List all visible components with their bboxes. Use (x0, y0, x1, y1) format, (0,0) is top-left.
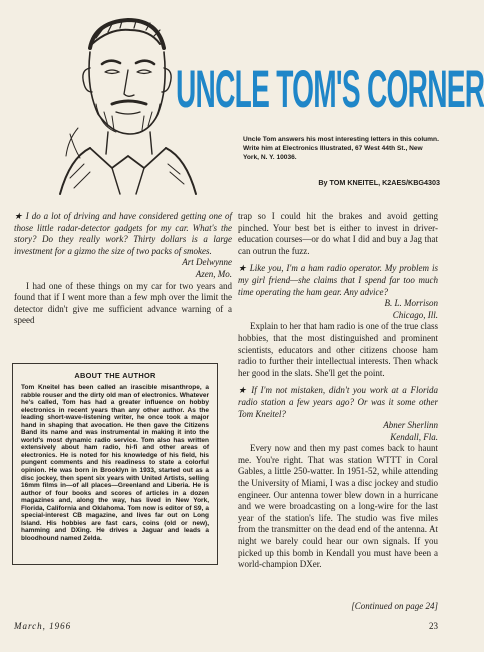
byline: By TOM KNEITEL, K2AES/KBG4303 (318, 178, 440, 187)
column-intro: Uncle Tom answers his most interesting letters in this column. Write him at Electronics Illustrated, 67 West 44th St., New York, N. Y. 10036. (243, 136, 439, 161)
page-title: UNCLE TOM'S CORNER (176, 61, 484, 120)
letter-signer-place: Azen, Mo. (195, 268, 232, 279)
letter-answer-continued: trap so I could hit the brakes and avoid getting pinched. Your best bet is either to invest in driver-education courses—or do what I did and buy a Jag that can outrun the fuzz. (238, 211, 438, 256)
right-column (238, 211, 438, 571)
continued-note: [Continued on page 24] (351, 601, 438, 611)
letter-answer: Explain to her that ham radio is one of the true class hobbies, that the most distinguished and prominent scientists, educators and other citizens choose ham radio to further their intellectual interests. Then whack her good in the slats. She'll get the point. (238, 321, 438, 378)
page-number: 23 (429, 621, 438, 631)
letter-signer-name: B. L. Morrison (384, 298, 438, 309)
letter-signer-name: Abner Sherlinn (383, 420, 438, 431)
letter-question: ★ If I'm not mistaken, didn't you work at a Florida radio station a few years ago? Or was it some other Tom Kneitel? (238, 385, 438, 419)
letter-answer: Every now and then my past comes back to haunt me. You're right. That was station WTTT in Coral Gables, a little 250-watter. In 1951-52, while attending the University of Miami, I was a disc jockey and studio engineer. Our antenna tower blew down in a hurricane and we were broadcasting on a long-wire for the last year of the station's life. The studio was five miles from the transmitter on the dead end of the antenna. At night we barely could hear our own signals. If you picked up this bomb in Kendall you must have been a world-champion DXer. (238, 443, 438, 570)
issue-date: March, 1966 (14, 621, 72, 631)
letter-signer-place: Kendall, Fla. (390, 431, 438, 442)
letter-answer: I had one of these things on my car for two years and found that if I went more than a few mph over the limit the detector didn't give me sufficient advance warning of a speed (14, 280, 232, 326)
left-column (14, 211, 232, 327)
letter-question: ★ Like you, I'm a ham radio operator. My problem is my girl friend—she claims that I spend far too much time operating the ham gear. Any advice? (238, 263, 438, 297)
letter-signer-place: Chicago, Ill. (392, 309, 438, 320)
letter-signer-name: Art Delwynne (182, 257, 232, 268)
about-author-heading: ABOUT THE AUTHOR (74, 371, 156, 380)
about-author-text: Tom Kneitel has been called an irascible misanthrope, a rabble rouser and the dirty old man of electronics. Whatever he's called, Tom has had a greater influence on hobby electronics in recent years than any other author. As the leading short-wave-listening writer, he once took a major hand in shaping that avocation. He then gave the Citizens Band its name and was instrumental in making it into the world's most dynamic radio service. Tom also has written extensively about ham radio, hi-fi and other areas of electronics. He is noted for his knowledge of his field, his pungent comments and his readiness to state a colorful opinion. He was born in Brooklyn in 1933, started out as a disc jockey, then spent six years with United Artists, selling 16mm films in—of all places—Greenland and Liberia. He is author of four books and scores of articles in a dozen magazines and, along the way, has lived in New York, Florida, California and Oklahoma. Tom now is editor of S9, a special-interest CB magazine, and lives far out on Long Island. His hobbies are fast cars, coins (old or new), hamming and DXing. He drives a Jaguar and leads a bloodhound named Zelda. (21, 384, 209, 542)
about-author-box (12, 363, 218, 565)
letter-question: ★ I do a lot of driving and have considered getting one of those little radar-detector gadgets for my car. What's the story? Do they really work? Thirty dollars is a large investment for a gizmo the size of two packs of smokes. (14, 211, 232, 256)
